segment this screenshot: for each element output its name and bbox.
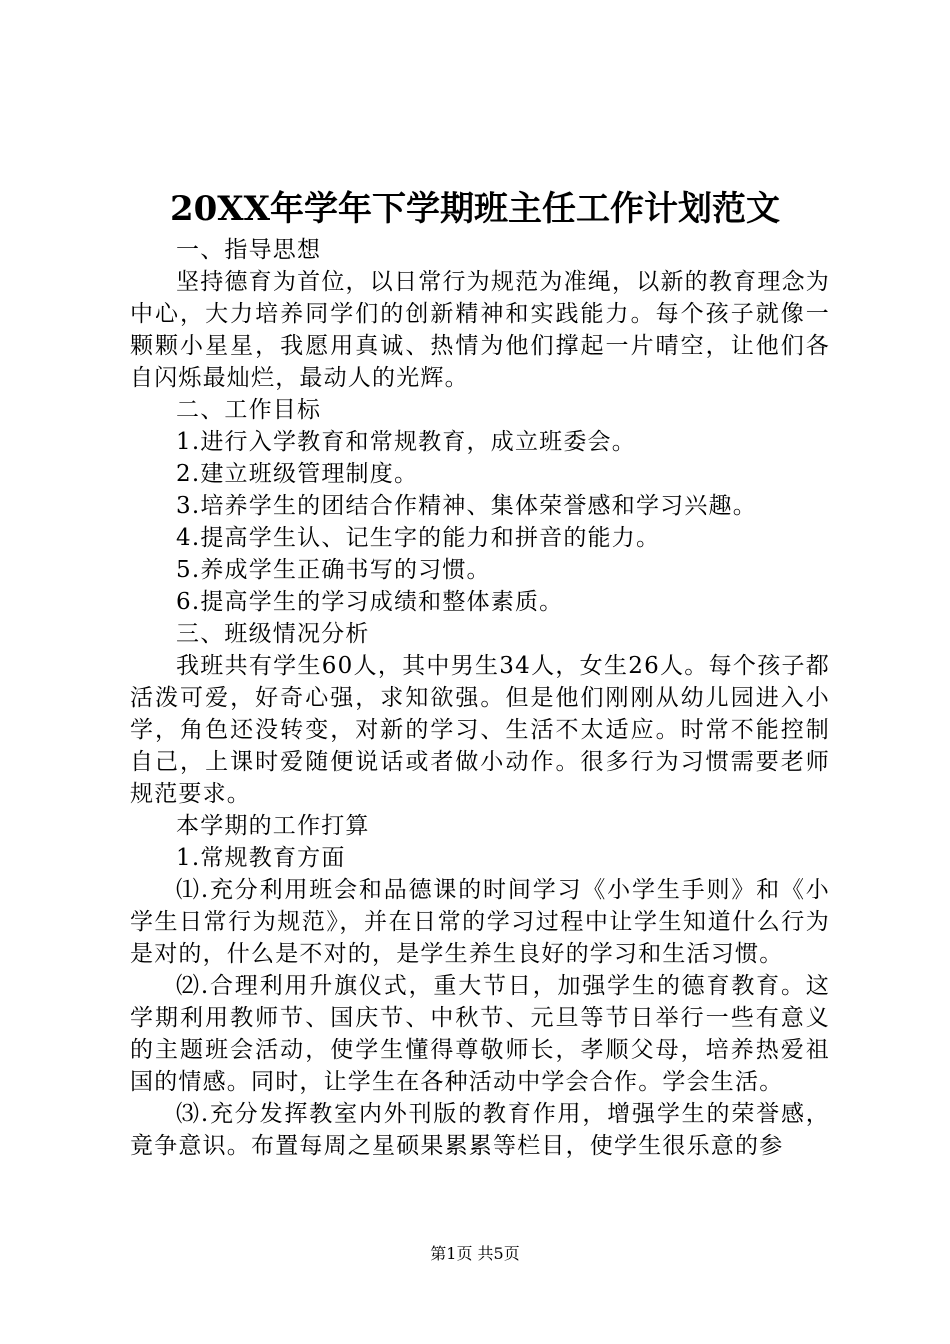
paragraph: ⑶.充分发挥教室内外刊版的教育作用，增强学生的荣誉感，竟争意识。布置每周之星硕果累累等栏目，使学生很乐意的参 — [130, 1101, 830, 1159]
section-heading: 一、指导思想 — [176, 237, 322, 263]
page-footer: 第1页 共5页 — [430, 1244, 520, 1263]
list-item: 4.提高学生认、记生字的能力和拼音的能力。 — [176, 525, 661, 551]
list-item: 2.建立班级管理制度。 — [176, 461, 419, 487]
list-item: 1.进行入学教育和常规教育，成立班委会。 — [176, 429, 636, 455]
subsection-heading: 1.常规教育方面 — [176, 845, 346, 871]
section-heading: 三、班级情况分析 — [176, 621, 370, 647]
document-body — [130, 234, 830, 1162]
list-item: 5.养成学生正确书写的习惯。 — [176, 557, 491, 583]
section-heading: 本学期的工作打算 — [176, 813, 370, 839]
paragraph: 坚持德育为首位，以日常行为规范为准绳，以新的教育理念为中心，大力培养同学们的创新精神和实践能力。每个孩子就像一颗颗小星星，我愿用真诚、热情为他们撑起一片晴空，让他们各自闪烁最灿烂，最动人的光辉。 — [130, 269, 830, 391]
list-item: 6.提高学生的学习成绩和整体素质。 — [176, 589, 564, 615]
document-title: 20XX年学年下学期班主任工作计划范文 — [169, 189, 781, 229]
paragraph: ⑵.合理利用升旗仪式，重大节日，加强学生的德育教育。这学期利用教师节、国庆节、中秋节、元旦等节日举行一些有意义的主题班会活动，使学生懂得尊敬师长，孝顺父母，培养热爱祖国的情感。同时，让学生在各种活动中学会合作。学会生活。 — [130, 973, 830, 1095]
section-heading: 二、工作目标 — [176, 397, 322, 423]
paragraph: ⑴.充分利用班会和品德课的时间学习《小学生手则》和《小学生日常行为规范》，并在日常的学习过程中让学生知道什么行为是对的，什么是不对的，是学生养生良好的学习和生活习惯。 — [130, 877, 830, 967]
paragraph: 我班共有学生60人，其中男生34人，女生26人。每个孩子都活泼可爱，好奇心强，求知欲强。但是他们刚刚从幼儿园进入小学，角色还没转变，对新的学习、生活不太适应。时常不能控制自己，上课时爱随便说话或者做小动作。很多行为习惯需要老师规范要求。 — [130, 653, 830, 807]
list-item: 3.培养学生的团结合作精神、集体荣誉感和学习兴趣。 — [176, 493, 757, 519]
